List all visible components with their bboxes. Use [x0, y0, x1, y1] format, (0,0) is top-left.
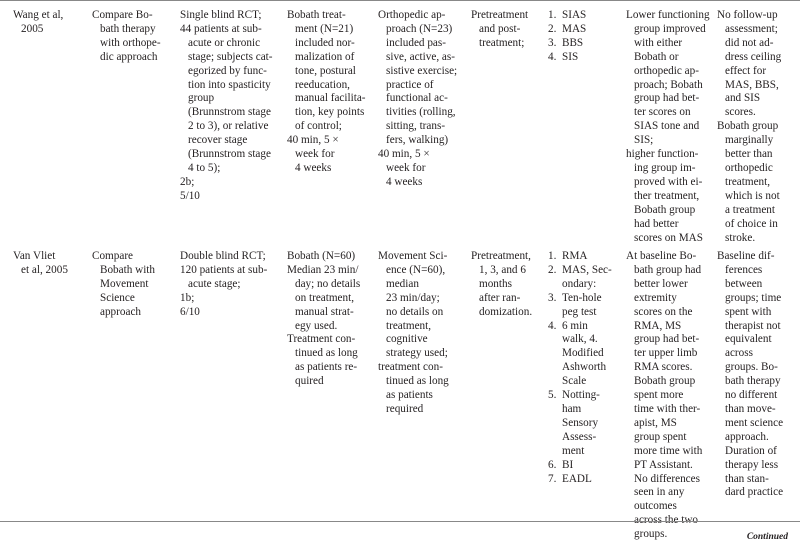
- list-item: 1. RMA: [548, 250, 588, 262]
- design-cell: Single blind RCT; 44 patients at sub- acute or chronic stage; subjects cat- egorized by func- tion into spasticity group (Brunnstrom stage 2 to 3), or relative recover stage (Brunnstrom stage 4 to 5); 2b; 5/10: [180, 9, 273, 202]
- timing-cell: Pretreatment, 1, 3, and 6 months after ran- domization.: [471, 250, 533, 318]
- timing-cell: Pretreatment and post- treatment;: [471, 9, 529, 49]
- list-item: 3. Ten-hole peg test: [548, 291, 602, 318]
- measures-list: [548, 250, 612, 486]
- list-item: 7. EADL: [548, 472, 592, 485]
- comments-cell: No follow-up assessment; did not ad- dress ceiling effect for MAS, BBS, and SIS scores. Bobath group marginally better than orthopedic treatment, which is not a treatment of choice in stroke.: [717, 9, 782, 244]
- intervention2-cell: Orthopedic ap- proach (N=23) included pas- sive, active, as- sistive exercise; practice of functional ac- tivities (rolling, sitting, trans- fers, walking) 40 min, 5 × week for 4 weeks: [378, 9, 458, 188]
- objective-cell: Compare Bo- bath therapy with orthope- dic approach: [92, 9, 161, 63]
- bottom-rule: [0, 521, 800, 522]
- list-item: 4. SIS: [548, 50, 579, 63]
- list-item: 2. MAS: [548, 22, 587, 35]
- list-item: 3. BBS: [548, 36, 584, 49]
- intervention1-cell: Bobath treat- ment (N=21) included nor- malization of tone, postural reeducation, manual facilita- tion, key points of control; 40 min, 5 × week for 4 weeks: [287, 9, 366, 174]
- objective-cell: Compare Bobath with Movement Science approach: [92, 250, 156, 318]
- intervention2-cell: Movement Sci- ence (N=60), median 23 min/day; no details on treatment, cognitive strategy used; treatment con- tinued as long as patients required: [378, 250, 449, 415]
- author-cell: Van Vliet et al, 2005: [13, 250, 68, 276]
- design-cell: Double blind RCT; 120 patients at sub- acute stage; 1b; 6/10: [180, 250, 268, 318]
- comments-cell: Baseline dif- ferences between groups; time spent with therapist not equivalent across groups. Bo- bath therapy no different than move- ment science approach. Duration of therapy less than stan- dard practice: [717, 250, 784, 499]
- top-rule: [0, 0, 800, 1]
- list-item: 5. Notting- ham Sensory Assess- ment: [548, 389, 600, 457]
- results-cell: Lower functioning group improved with either Bobath or orthopedic ap- proach; Bobath group had bet- ter scores on SIAS tone and SIS; higher function- ing group im- proved with ei- ther treatment, Bobath group had better scores on MAS: [626, 9, 710, 244]
- results-cell: At baseline Bo- bath group had better lower extremity scores on the RMA, MS group had bet- ter upper limb RMA scores. Bobath group spent more time with ther- apist, MS group spent more time with PT Assistant. No differences seen in any outcomes across the two groups.: [626, 250, 703, 541]
- author-cell: Wang et al, 2005: [13, 9, 64, 35]
- list-item: 2. MAS, Sec- ondary:: [548, 263, 612, 290]
- measures-list: [548, 9, 586, 65]
- list-item: 6. BI: [548, 458, 574, 471]
- continued-label: Continued: [746, 532, 788, 542]
- intervention1-cell: Bobath (N=60) Median 23 min/ day; no details on treatment, manual strat- egy used. Treatment con- tinued as long as patients re- quired: [287, 250, 361, 388]
- list-item: 1. SIAS: [548, 9, 587, 21]
- list-item: 4. 6 min walk, 4. Modified Ashworth Scale: [548, 319, 607, 388]
